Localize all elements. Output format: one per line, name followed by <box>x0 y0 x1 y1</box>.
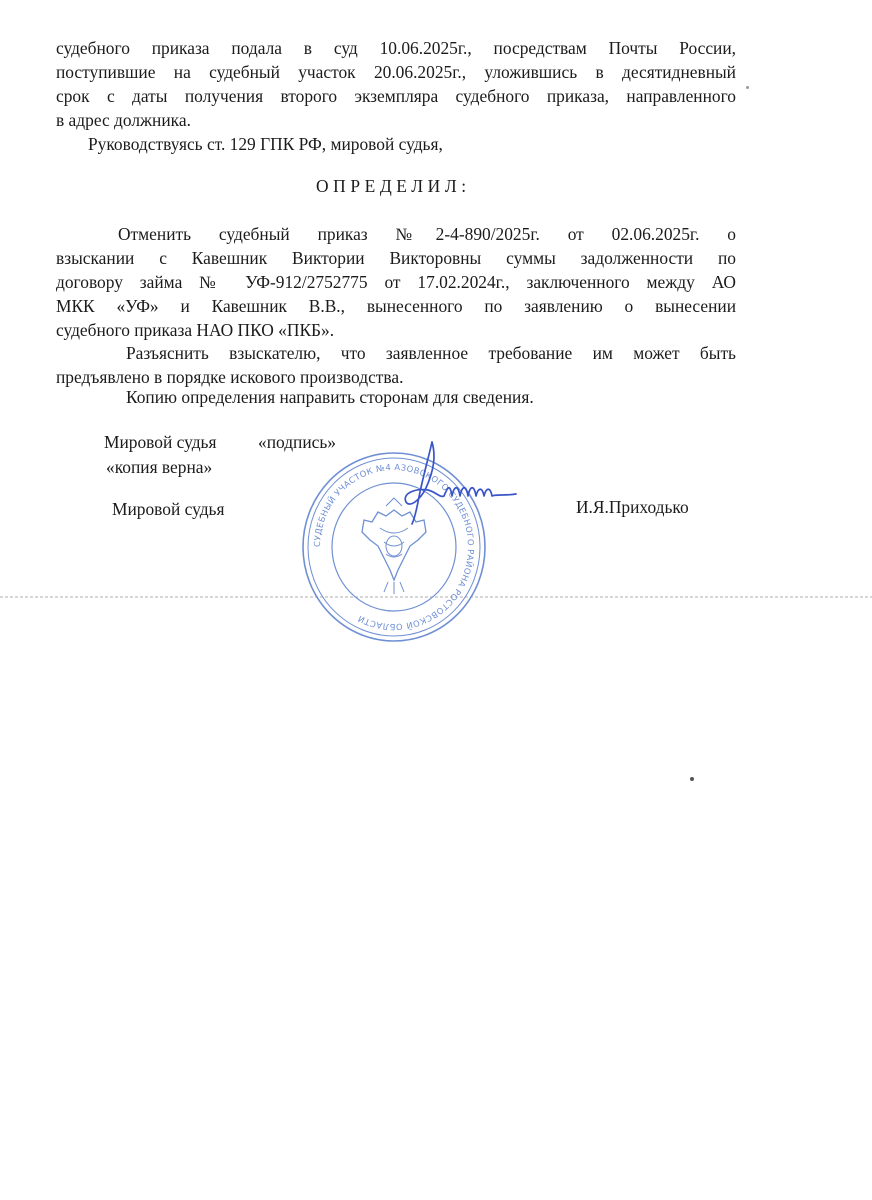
scan-speck <box>690 777 694 781</box>
judge-label-1: Мировой судья <box>104 432 217 452</box>
copy-note: «копия верна» <box>106 457 213 477</box>
ruling-heading: ОПРЕДЕЛИЛ: <box>316 176 471 196</box>
judge-label-2: Мировой судья <box>112 499 225 519</box>
explain-line-2: предъявлено в порядке искового производства. <box>56 367 404 387</box>
intro-line-2: поступившие на судебный участок 20.06.2025г., уложившись в десятидневный <box>56 62 736 82</box>
seal-ring-text: СУДЕБНЫЙ УЧАСТОК №4 АЗОВСКОГО СУДЕБНОГО РАЙОНА РОСТОВСКОЙ ОБЛАСТИ <box>311 461 477 633</box>
intro-line-4: в адрес должника. <box>56 110 191 130</box>
cancel-line-1: Отменить судебный приказ №2-4-890/2025г. от 02.06.2025г. о <box>118 224 736 244</box>
cancel-line-2: взыскании с Кавешник Виктории Викторовны суммы задолженности по <box>56 248 736 268</box>
reference-line: Руководствуясь ст. 129 ГПК РФ, мировой судья, <box>88 134 443 154</box>
cancel-line-4: МКК «УФ» и Кавешник В.В., вынесенного по заявлению о вынесении <box>56 296 736 316</box>
cancel-line-5: судебного приказа НАО ПКО «ПКБ». <box>56 320 335 340</box>
explain-line-1: Разъяснить взыскателю, что заявленное требование им может быть <box>126 343 736 363</box>
intro-line-1: судебного приказа подала в суд 10.06.2025г., посредствам Почты России, <box>56 38 736 58</box>
scan-speck <box>746 86 749 89</box>
cancel-line-3: договору займа № УФ-912/2752775 от 17.02.2024г., заключенного между АО <box>56 272 736 292</box>
judge-signature <box>392 436 528 528</box>
intro-line-3: срок с даты получения второго экземпляра судебного приказа, направленного <box>56 86 736 106</box>
copy-paragraph: Копию определения направить сторонам для сведения. <box>126 387 534 407</box>
signature-note: «подпись» <box>258 432 337 452</box>
judge-name: И.Я.Приходько <box>576 497 689 517</box>
